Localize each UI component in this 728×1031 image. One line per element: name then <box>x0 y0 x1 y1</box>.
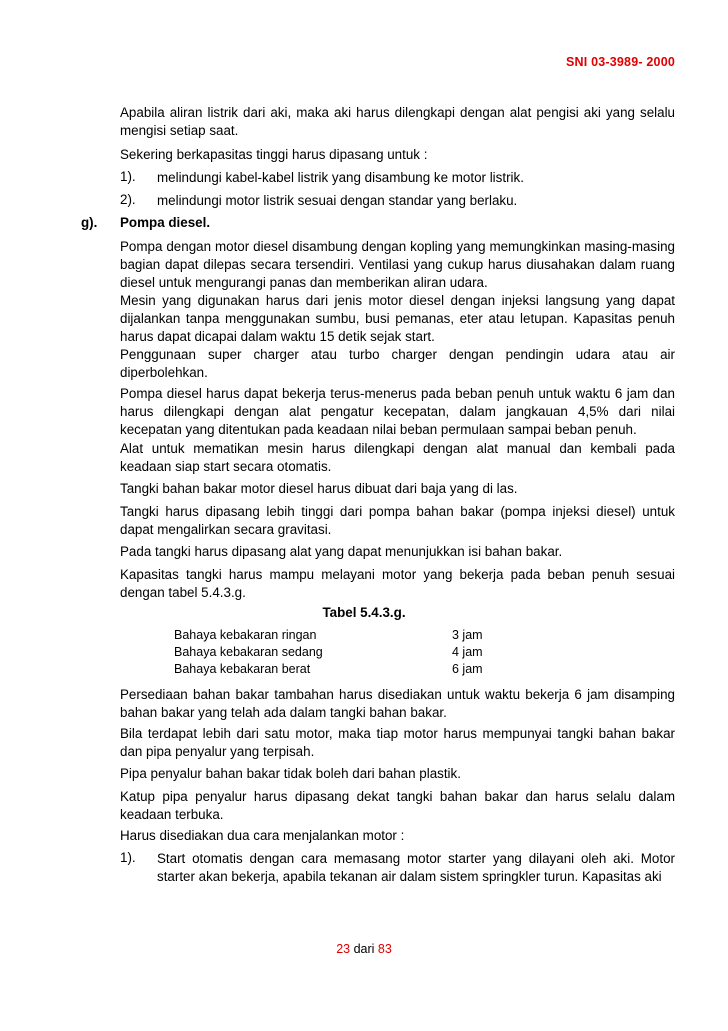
table-title: Tabel 5.4.3.g. <box>322 605 406 620</box>
page-separator: dari <box>353 942 375 956</box>
table-cell-label: Bahaya kebakaran berat <box>174 662 311 676</box>
paragraph: Tangki harus dipasang lebih tinggi dari pompa bahan bakar (pompa injeksi diesel) untuk dapat mengalirkan secara gravitasi. <box>120 504 675 537</box>
list-item-text: melindungi kabel-kabel listrik yang disambung ke motor listrik. <box>157 170 524 185</box>
paragraph: Pada tangki harus dipasang alat yang dapat menunjukkan isi bahan bakar. <box>120 544 563 559</box>
paragraph: Pompa dengan motor diesel disambung dengan kopling yang memungkinkan masing-masing bagian dapat dilepas secara tersendiri. Ventilasi yang cukup harus diusahakan dalam ruang diesel untuk mengurangi panas dan memberikan aliran udara. <box>120 239 675 290</box>
current-page: 23 <box>336 942 351 956</box>
paragraph: Penggunaan super charger atau turbo charger dengan pendingin udara atau air diperbolehkan. <box>120 347 675 380</box>
table-cell-value: 6 jam <box>452 662 483 676</box>
page-number <box>0 942 728 956</box>
table-cell-label: Bahaya kebakaran sedang <box>174 645 323 659</box>
paragraph: Pipa penyalur bahan bakar tidak boleh dari bahan plastik. <box>120 766 461 781</box>
paragraph: Harus disediakan dua cara menjalankan motor : <box>120 828 405 843</box>
list-item-number: 1). <box>120 169 136 184</box>
section-title: Pompa diesel. <box>120 215 211 230</box>
paragraph: Apabila aliran listrik dari aki, maka aki harus dilengkapi dengan alat pengisi aki yang selalu mengisi setiap saat. <box>120 105 675 138</box>
paragraph: Tangki bahan bakar motor diesel harus dibuat dari baja yang di las. <box>120 481 518 496</box>
table-row <box>174 628 484 642</box>
paragraph: Sekering berkapasitas tinggi harus dipasang untuk : <box>120 147 428 162</box>
list-item-number: 1). <box>120 850 136 865</box>
table-cell-value: 3 jam <box>452 628 483 642</box>
list-item-text: Start otomatis dengan cara memasang motor starter yang dilayani oleh aki. Motor starter akan bekerja, apabila tekanan air dalam sistem springkler turun. Kapasitas aki <box>157 851 675 884</box>
paragraph: Pompa diesel harus dapat bekerja terus-menerus pada beban penuh untuk waktu 6 jam dan harus dilengkapi dengan alat pengatur kecepatan, dalam jangkauan 4,5% dari nilai kecepatan yang ditentukan pada keadaan nilai beban permulaan sampai beban penuh. <box>120 386 675 437</box>
paragraph: Mesin yang digunakan harus dari jenis motor diesel dengan injeksi langsung yang dapat dijalankan tanpa menggunakan sumbu, busi pemanas, eter atau letupan. Kapasitas penuh harus dapat dicapai dalam waktu 15 detik sejak start. <box>120 293 675 344</box>
paragraph: Persediaan bahan bakar tambahan harus disediakan untuk waktu bekerja 6 jam disamping bahan bakar yang telah ada dalam tangki bahan bakar. <box>120 687 675 720</box>
paragraph: Bila terdapat lebih dari satu motor, maka tiap motor harus mempunyai tangki bahan bakar dan pipa penyalur yang terpisah. <box>120 726 675 759</box>
section-number: g). <box>81 215 98 230</box>
table-cell-label: Bahaya kebakaran ringan <box>174 628 317 642</box>
table-row <box>174 645 484 659</box>
document-id: SNI 03-3989- 2000 <box>565 55 675 69</box>
table-cell-value: 4 jam <box>452 645 483 659</box>
total-pages: 83 <box>377 942 392 956</box>
list-item-text: melindungi motor listrik sesuai dengan standar yang berlaku. <box>157 193 518 208</box>
paragraph: Kapasitas tangki harus mampu melayani motor yang bekerja pada beban penuh sesuai dengan tabel 5.4.3.g. <box>120 567 675 600</box>
paragraph: Alat untuk mematikan mesin harus dilengkapi dengan alat manual dan kembali pada keadaan siap start secara otomatis. <box>120 441 675 474</box>
list-item-number: 2). <box>120 192 136 207</box>
paragraph: Katup pipa penyalur harus dipasang dekat tangki bahan bakar dan harus selalu dalam keadaan terbuka. <box>120 789 675 822</box>
table-row <box>174 662 484 676</box>
